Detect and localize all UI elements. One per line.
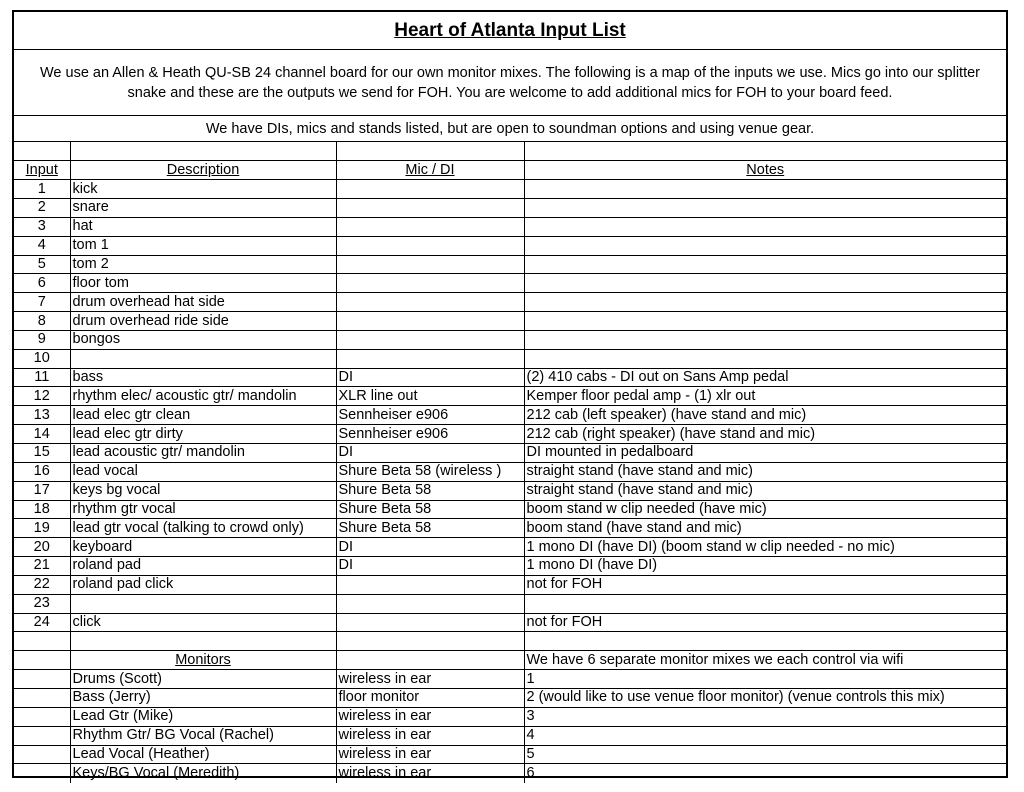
- input-description: roland pad click: [70, 575, 336, 594]
- input-notes: straight stand (have stand and mic): [524, 462, 1006, 481]
- table-row: [14, 594, 1006, 613]
- input-description: lead acoustic gtr/ mandolin: [70, 444, 336, 463]
- page-title: Heart of Atlanta Input List: [394, 20, 626, 41]
- input-description: floor tom: [70, 274, 336, 293]
- input-number: 2: [14, 199, 70, 218]
- input-mic: [336, 349, 524, 368]
- input-description: keys bg vocal: [70, 481, 336, 500]
- monitor-notes: 4: [524, 726, 1006, 745]
- input-notes: boom stand (have stand and mic): [524, 519, 1006, 538]
- input-description: bass: [70, 368, 336, 387]
- table-row: [14, 406, 1006, 425]
- table-row: [14, 462, 1006, 481]
- input-description: lead gtr vocal (talking to crowd only): [70, 519, 336, 538]
- input-description: lead vocal: [70, 462, 336, 481]
- input-mic: [336, 330, 524, 349]
- input-description: tom 1: [70, 236, 336, 255]
- monitor-type: wireless in ear: [336, 707, 524, 726]
- input-description: drum overhead ride side: [70, 312, 336, 331]
- monitor-row: [14, 745, 1006, 764]
- input-description: kick: [70, 180, 336, 199]
- header-notes: Notes: [524, 161, 1006, 180]
- table-row: [14, 481, 1006, 500]
- monitors-header-mic-blank: [336, 651, 524, 670]
- input-mic: DI: [336, 557, 524, 576]
- monitor-blank: [14, 707, 70, 726]
- table-row: [14, 199, 1006, 218]
- monitor-row: [14, 764, 1006, 783]
- input-description: [70, 349, 336, 368]
- input-number: 11: [14, 368, 70, 387]
- monitor-blank: [14, 745, 70, 764]
- input-mic: [336, 236, 524, 255]
- input-notes: 212 cab (right speaker) (have stand and mic): [524, 425, 1006, 444]
- monitor-row: [14, 726, 1006, 745]
- input-notes: [524, 274, 1006, 293]
- table-header-row: [14, 161, 1006, 180]
- intro-paragraph: We use an Allen & Heath QU-SB 24 channel board for our own monitor mixes. The following is a map of the inputs we use. Mics go into our splitter snake and these are the outputs we send for FOH. You are welcome to add additional mics for FOH to your board feed.: [39, 65, 981, 101]
- input-description: keyboard: [70, 538, 336, 557]
- header-mic: Mic / DI: [336, 161, 524, 180]
- title-band: [14, 12, 1006, 50]
- input-mic: [336, 312, 524, 331]
- table-row: [14, 557, 1006, 576]
- monitor-blank: [14, 764, 70, 783]
- input-mic: [336, 274, 524, 293]
- table-row: [14, 444, 1006, 463]
- table-row: [14, 330, 1006, 349]
- table-row: [14, 236, 1006, 255]
- input-mic: Shure Beta 58: [336, 481, 524, 500]
- input-number: 24: [14, 613, 70, 632]
- input-table-body: [14, 142, 1006, 783]
- input-mic: Sennheiser e906: [336, 406, 524, 425]
- input-description: rhythm gtr vocal: [70, 500, 336, 519]
- input-mic: DI: [336, 368, 524, 387]
- monitor-type: wireless in ear: [336, 745, 524, 764]
- input-notes: boom stand w clip needed (have mic): [524, 500, 1006, 519]
- table-row: [14, 500, 1006, 519]
- monitor-blank: [14, 726, 70, 745]
- input-number: 9: [14, 330, 70, 349]
- input-description: lead elec gtr dirty: [70, 425, 336, 444]
- input-mic: [336, 217, 524, 236]
- input-number: 4: [14, 236, 70, 255]
- input-number: 16: [14, 462, 70, 481]
- monitor-description: Keys/BG Vocal (Meredith): [70, 764, 336, 783]
- input-number: 22: [14, 575, 70, 594]
- input-description: [70, 594, 336, 613]
- monitor-notes: 1: [524, 670, 1006, 689]
- input-notes: DI mounted in pedalboard: [524, 444, 1006, 463]
- table-row: [14, 349, 1006, 368]
- input-mic: Shure Beta 58: [336, 500, 524, 519]
- input-description: drum overhead hat side: [70, 293, 336, 312]
- spacer-cell: [524, 632, 1006, 651]
- input-number: 6: [14, 274, 70, 293]
- table-row: [14, 180, 1006, 199]
- monitor-description: Lead Vocal (Heather): [70, 745, 336, 764]
- input-notes: [524, 349, 1006, 368]
- input-notes: Kemper floor pedal amp - (1) xlr out: [524, 387, 1006, 406]
- monitors-header-note: We have 6 separate monitor mixes we each control via wifi: [524, 651, 1006, 670]
- monitor-description: Drums (Scott): [70, 670, 336, 689]
- input-notes: 212 cab (left speaker) (have stand and mic): [524, 406, 1006, 425]
- spacer-cell: [14, 632, 70, 651]
- input-number: 10: [14, 349, 70, 368]
- monitor-type: wireless in ear: [336, 726, 524, 745]
- input-notes: [524, 236, 1006, 255]
- input-description: click: [70, 613, 336, 632]
- monitors-header-blank: [14, 651, 70, 670]
- monitor-blank: [14, 688, 70, 707]
- table-row: [14, 217, 1006, 236]
- input-number: 5: [14, 255, 70, 274]
- gear-note: We have DIs, mics and stands listed, but are open to soundman options and using venue gear.: [205, 121, 815, 137]
- input-mic: [336, 575, 524, 594]
- input-mic: [336, 255, 524, 274]
- input-notes: [524, 330, 1006, 349]
- input-notes: [524, 594, 1006, 613]
- input-number: 17: [14, 481, 70, 500]
- input-notes: 1 mono DI (have DI): [524, 557, 1006, 576]
- input-mic: DI: [336, 538, 524, 557]
- input-mic: [336, 613, 524, 632]
- input-notes: straight stand (have stand and mic): [524, 481, 1006, 500]
- input-mic: [336, 594, 524, 613]
- monitor-type: wireless in ear: [336, 764, 524, 783]
- table-row: [14, 575, 1006, 594]
- monitor-notes: 6: [524, 764, 1006, 783]
- input-mic: Sennheiser e906: [336, 425, 524, 444]
- input-description: hat: [70, 217, 336, 236]
- input-table: [14, 142, 1006, 783]
- input-mic: DI: [336, 444, 524, 463]
- input-mic: Shure Beta 58 (wireless ): [336, 462, 524, 481]
- input-notes: [524, 199, 1006, 218]
- table-row: [14, 519, 1006, 538]
- monitor-type: floor monitor: [336, 688, 524, 707]
- table-row: [14, 538, 1006, 557]
- note-band: [14, 116, 1006, 142]
- input-number: 20: [14, 538, 70, 557]
- monitor-row: [14, 707, 1006, 726]
- spacer-row: [14, 632, 1006, 651]
- monitor-description: Bass (Jerry): [70, 688, 336, 707]
- table-row: [14, 293, 1006, 312]
- input-number: 1: [14, 180, 70, 199]
- input-number: 21: [14, 557, 70, 576]
- monitor-row: [14, 670, 1006, 689]
- input-notes: [524, 293, 1006, 312]
- monitor-description: Rhythm Gtr/ BG Vocal (Rachel): [70, 726, 336, 745]
- table-row: [14, 425, 1006, 444]
- table-row: [14, 255, 1006, 274]
- input-number: 3: [14, 217, 70, 236]
- input-number: 15: [14, 444, 70, 463]
- input-number: 12: [14, 387, 70, 406]
- table-row: [14, 274, 1006, 293]
- spacer-row: [14, 142, 1006, 161]
- input-mic: [336, 293, 524, 312]
- input-number: 23: [14, 594, 70, 613]
- input-mic: Shure Beta 58: [336, 519, 524, 538]
- input-notes: [524, 312, 1006, 331]
- intro-band: [14, 50, 1006, 116]
- monitor-type: wireless in ear: [336, 670, 524, 689]
- input-description: rhythm elec/ acoustic gtr/ mandolin: [70, 387, 336, 406]
- monitor-notes: 3: [524, 707, 1006, 726]
- input-mic: [336, 180, 524, 199]
- input-number: 7: [14, 293, 70, 312]
- input-number: 14: [14, 425, 70, 444]
- table-row: [14, 387, 1006, 406]
- input-description: bongos: [70, 330, 336, 349]
- table-row: [14, 613, 1006, 632]
- input-notes: [524, 255, 1006, 274]
- spacer-cell: [336, 632, 524, 651]
- header-input: Input: [14, 161, 70, 180]
- input-description: tom 2: [70, 255, 336, 274]
- input-list-sheet: [12, 10, 1008, 782]
- monitors-header-row: [14, 651, 1006, 670]
- monitor-row: [14, 688, 1006, 707]
- input-mic: [336, 199, 524, 218]
- input-number: 19: [14, 519, 70, 538]
- table-row: [14, 368, 1006, 387]
- monitor-blank: [14, 670, 70, 689]
- monitors-header: Monitors: [70, 651, 336, 670]
- input-notes: not for FOH: [524, 575, 1006, 594]
- input-description: snare: [70, 199, 336, 218]
- input-notes: not for FOH: [524, 613, 1006, 632]
- input-number: 13: [14, 406, 70, 425]
- input-number: 8: [14, 312, 70, 331]
- input-notes: 1 mono DI (have DI) (boom stand w clip needed - no mic): [524, 538, 1006, 557]
- monitor-notes: 5: [524, 745, 1006, 764]
- header-description: Description: [70, 161, 336, 180]
- monitor-description: Lead Gtr (Mike): [70, 707, 336, 726]
- input-mic: XLR line out: [336, 387, 524, 406]
- spacer-cell: [70, 632, 336, 651]
- table-row: [14, 312, 1006, 331]
- input-description: lead elec gtr clean: [70, 406, 336, 425]
- input-number: 18: [14, 500, 70, 519]
- input-notes: [524, 180, 1006, 199]
- input-description: roland pad: [70, 557, 336, 576]
- input-notes: [524, 217, 1006, 236]
- monitor-notes: 2 (would like to use venue floor monitor) (venue controls this mix): [524, 688, 1006, 707]
- input-notes: (2) 410 cabs - DI out on Sans Amp pedal: [524, 368, 1006, 387]
